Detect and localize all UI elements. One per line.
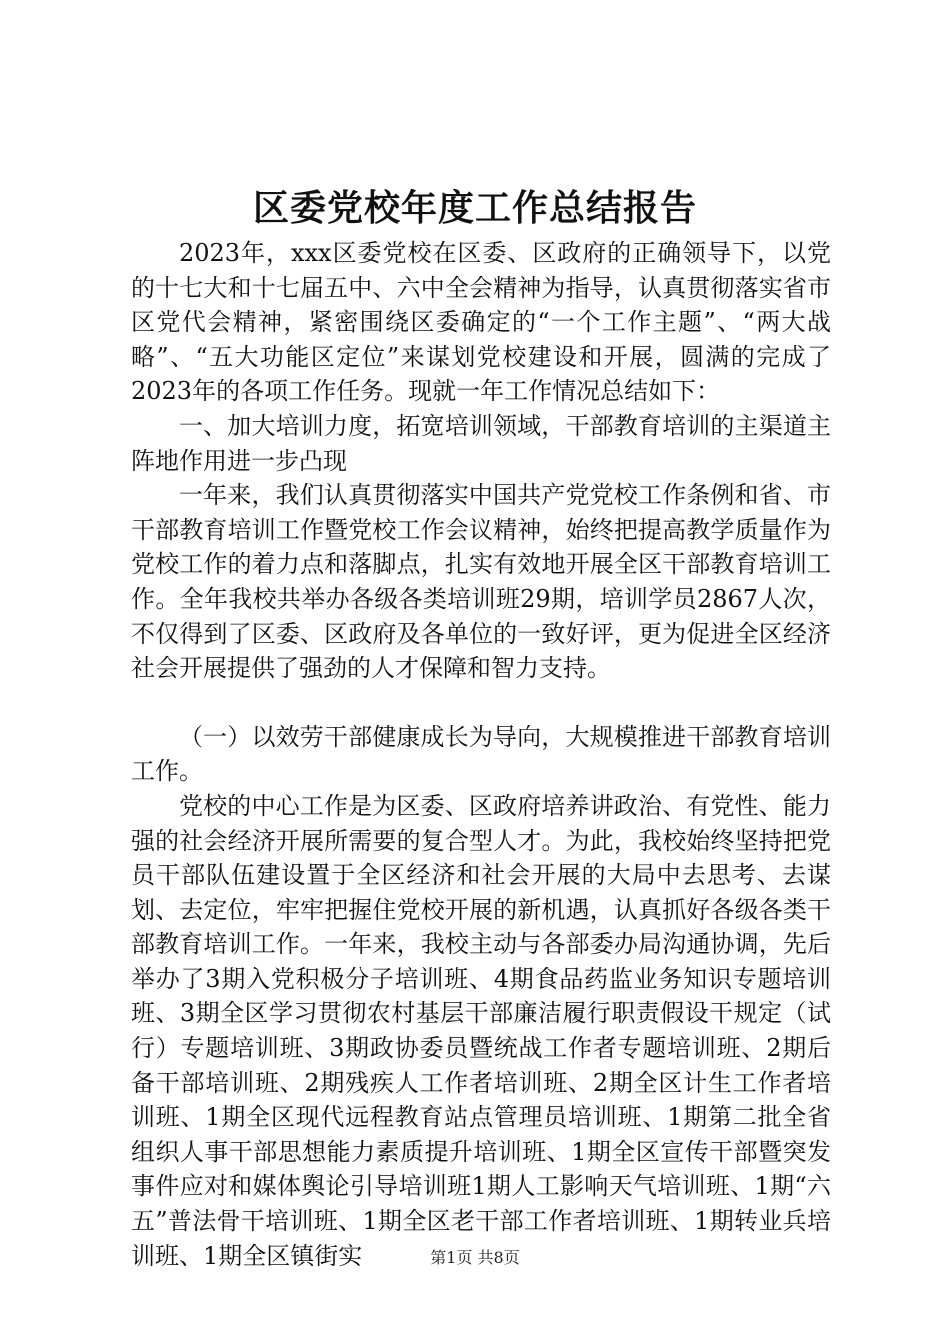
page-number-footer: 第1页 共8页 bbox=[430, 1248, 520, 1267]
paragraph-subsection-heading: （一）以效劳干部健康成长为导向，大规模推进干部教育培训工作。 bbox=[131, 722, 831, 786]
paragraph-intro: 2023年，xxx区委党校在区委、区政府的正确领导下，以党的十七大和十七届五中、六中全会精神为指导，认真贯彻落实省市区党代会精神，紧密围绕区委确定的“一个工作主题”、“两大战略”、“五大功能区定位”来谋划党校建设和开展，圆满的完成了2023年的各项工作任务。现就一年工作情况总结如下： bbox=[131, 239, 831, 406]
paragraph-summary: 一年来，我们认真贯彻落实中国共产党党校工作条例和省、市干部教育培训工作暨党校工作会议精神，始终把提高教学质量作为党校工作的着力点和落脚点，扎实有效地开展全区干部教育培训工作。全年我校共举办各级各类培训班29期，培训学员2867人次，不仅得到了区委、区政府及各单位的一致好评，更为促进全区经济社会开展提供了强劲的人才保障和智力支持。 bbox=[131, 481, 831, 683]
document-body bbox=[131, 236, 831, 1273]
paragraph-section-heading: 一、加大培训力度，拓宽培训领域，干部教育培训的主渠道主阵地作用进一步凸现 bbox=[131, 411, 831, 475]
paragraph-training-details: 党校的中心工作是为区委、区政府培养讲政治、有党性、能力强的社会经济开展所需要的复合型人才。为此，我校始终坚持把党员干部队伍建设置于全区经济和社会开展的大局中去思考、去谋划、去定位，牢牢把握住党校开展的新机遇，认真抓好各级各类干部教育培训工作。一年来，我校主动与各部委办局沟通协调，先后举办了3期入党积极分子培训班、4期食品药监业务知识专题培训班、3期全区学习贯彻农村基层干部廉洁履行职责假设干规定（试行）专题培训班、3期政协委员暨统战工作者专题培训班、2期后备干部培训班、2期残疾人工作者培训班、2期全区计生工作者培训班、1期全区现代远程教育站点管理员培训班、1期第二批全省组织人事干部思想能力素质提升培训班、1期全区宣传干部暨突发事件应对和媒体舆论引导培训班1期人工影响天气培训班、1期“六五”普法骨干培训班、1期全区老干部工作者培训班、1期转业兵培训班、1期全区镇街实 bbox=[131, 791, 831, 1270]
document-title: 区委党校年度工作总结报告 bbox=[252, 187, 697, 229]
